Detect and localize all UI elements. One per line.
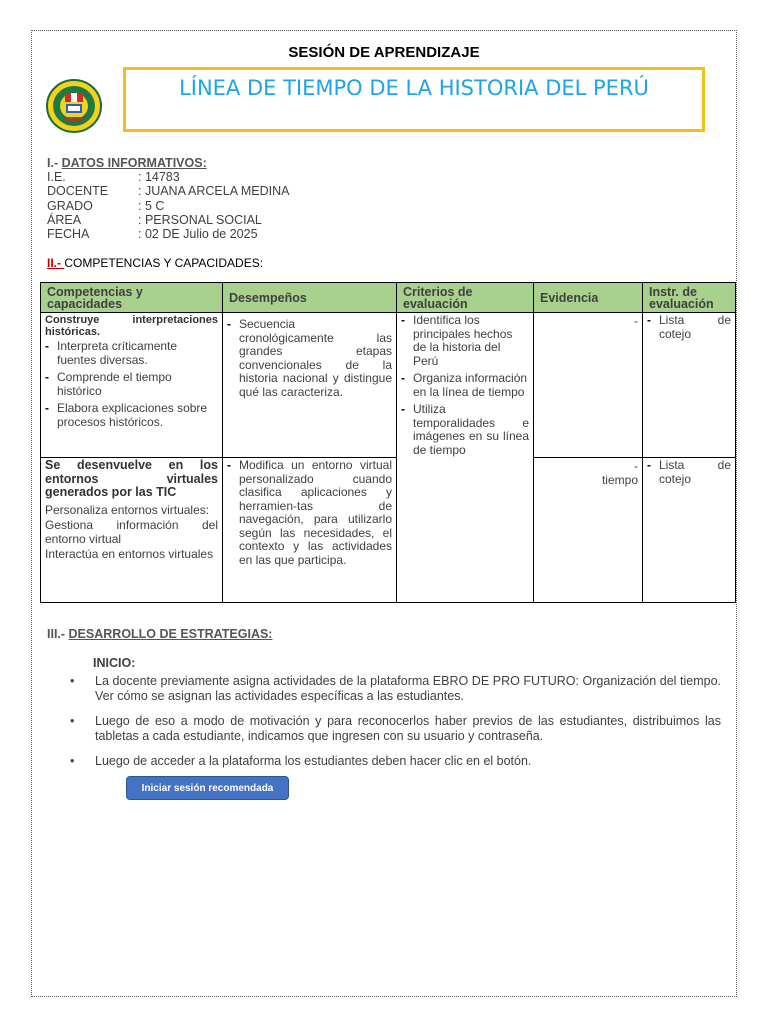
evidencia-cell: - <box>534 313 643 458</box>
session-topic: LÍNEA DE TIEMPO DE LA HISTORIA DEL PERÚ <box>179 76 649 100</box>
criterios-cell <box>397 313 534 603</box>
list-item: • La docente previamente asigna actividades de la plataforma EBRO DE PRO FUTURO: Organización del tiempo. Ver cómo se asignan las actividades específicas a las estudiantes. <box>70 674 721 704</box>
table-row <box>41 313 736 458</box>
criterio-item: - Identifica los principales hechos de la historia del Perú <box>401 314 529 368</box>
capacidad-item: - Comprende el tiempo histórico <box>45 371 218 398</box>
instrumento-cell <box>643 458 736 603</box>
instrumento-text: - Lista de cotejo <box>647 459 731 486</box>
evidencia-cell: - tiempo <box>534 458 643 603</box>
competencia-cell <box>41 458 223 603</box>
inicio-label: INICIO: <box>93 656 136 670</box>
criterio-item: - Organiza información en la línea de tiempo <box>401 372 529 399</box>
document-title: SESIÓN DE APRENDIZAJE <box>288 44 480 61</box>
capacidad-item: Gestiona información del entorno virtual <box>45 518 218 546</box>
col-competencias: Competencias y capacidades <box>41 283 223 313</box>
col-evidencia: Evidencia <box>534 283 643 313</box>
capacidad-item: - Interpreta críticamente fuentes diversas. <box>45 340 218 367</box>
competencias-heading: II.- COMPETENCIAS Y CAPACIDADES: <box>47 256 264 270</box>
capacidad-item: Personaliza entornos virtuales: <box>45 502 210 517</box>
instrumento-cell <box>643 313 736 458</box>
col-instrumento: Instr. de evaluación <box>643 283 736 313</box>
desempeno-cell <box>223 313 397 458</box>
datos-informativos <box>47 156 289 241</box>
desempeno-cell <box>223 458 397 603</box>
info-row-area: ÁREA : PERSONAL SOCIAL <box>47 212 262 227</box>
datos-heading: I.- DATOS INFORMATIVOS: <box>47 156 207 170</box>
desempeno-text: - Secuencia cronológicamente las grandes etapas convencionales de la historia nacional y distingue qué las caracteriza. <box>227 318 392 399</box>
list-item: • Luego de acceder a la plataforma los estudiantes deben hacer clic en el botón. <box>70 754 721 769</box>
info-row-ie: I.E. : 14783 <box>47 170 180 185</box>
col-desempenos: Desempeños <box>223 283 397 313</box>
capacidad-item: Interactúa en entornos virtuales <box>45 547 214 561</box>
competencia-title: Se desenvuelve en los entornos virtuales generados por las TIC <box>45 458 218 499</box>
table-row <box>41 458 736 603</box>
competencias-table <box>40 282 736 603</box>
competencia-title: Construye interpretaciones históricas. <box>45 314 218 338</box>
desempeno-text: - Modifica un entorno virtual personalizado cuando clasifica aplicaciones y herramien-tas de navegación, para utilizarlo según las necesidades, el contexto y las actividades en las que participa. <box>227 459 392 567</box>
instrumento-text: - Lista de cotejo <box>647 314 731 341</box>
list-item: • Luego de eso a modo de motivación y para reconocerlos haber previos de las estudiantes, distribuimos las tabletas a cada estudiante, indicamos que ingresen con su usuario y contraseña. <box>70 714 721 744</box>
info-row-fecha: FECHA : 02 DE Julio de 2025 <box>47 227 258 242</box>
info-row-grado: GRADO : 5 C <box>47 198 165 213</box>
criterio-item: - Utiliza temporalidades e imágenes en su línea de tiempo <box>401 403 529 457</box>
school-crest-logo <box>46 79 102 133</box>
inicio-list <box>70 674 721 779</box>
header-box <box>123 67 705 132</box>
table-header-row <box>41 283 736 313</box>
iniciar-sesion-button[interactable]: Iniciar sesión recomendada <box>126 776 289 800</box>
competencia-cell <box>41 313 223 458</box>
estrategias-heading: III.- DESARROLLO DE ESTRATEGIAS: <box>47 627 273 641</box>
col-criterios: Criterios de evaluación <box>397 283 534 313</box>
info-row-docente: DOCENTE : JUANA ARCELA MEDINA <box>47 184 290 199</box>
capacidad-item: - Elabora explicaciones sobre procesos históricos. <box>45 402 218 429</box>
